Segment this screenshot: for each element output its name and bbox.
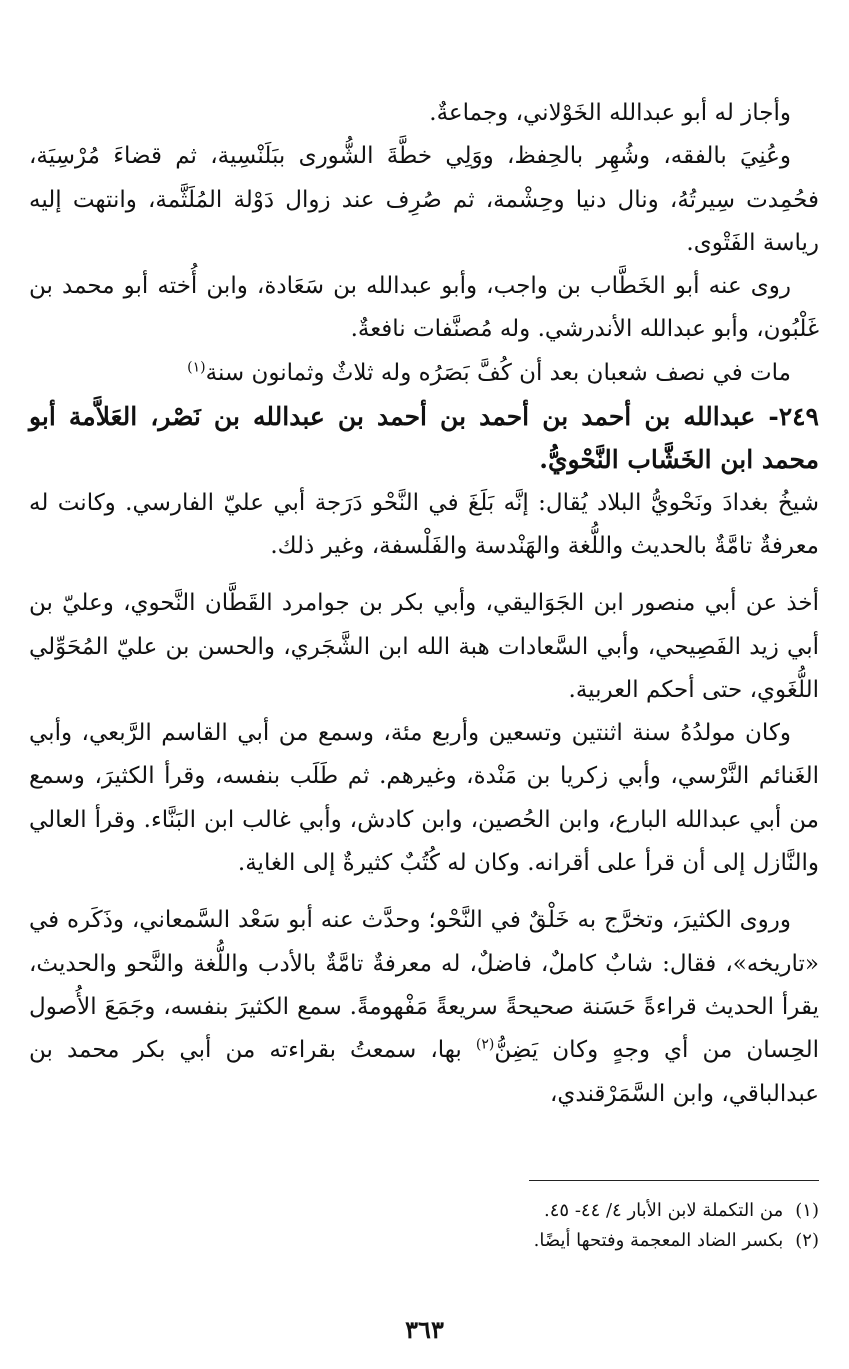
paragraph-text: روى عنه أبو الخَطَّاب بن واجب، وأبو عبدالله بن سَعَادة، وابن أُخته أبو محمد بن غَلْبُون، وأبو عبدالله الأندرشي. وله مُصنَّفات نافعةٌ. <box>29 273 819 343</box>
paragraph-fiqh <box>29 135 819 265</box>
entry-heading: ٢٤٩- عبدالله بن أحمد بن أحمد بن أحمد بن عبدالله بن نَصْر، العَلاَّمة أبو محمد ابن الخَشَّاب النَّحْويُّ. <box>29 402 819 475</box>
paragraph-text: وأجاز له أبو عبدالله الخَوْلاني، وجماعةٌ. <box>429 100 791 126</box>
footnote-divider <box>529 1180 819 1181</box>
entry-paragraph-teachers <box>29 582 819 712</box>
entry-paragraph-sheikh <box>29 482 819 569</box>
footnote-text: من التكملة لابن الأبار ٤/ ٤٤- ٤٥. <box>544 1200 784 1221</box>
entry-paragraph-narration <box>29 899 819 1115</box>
paragraph-text: مات في نصف شعبان بعد أن كُفَّ بَصَرُه وله ثلاثٌ وثمانون سنة <box>205 359 791 386</box>
entry-paragraph-birth <box>29 712 819 885</box>
paragraph-text: وعُنِيَ بالفقه، وشُهِر بالحِفظ، ووَلِي خطَّةَ الشُّورى ببَلَنْسِية، ثم قضاءَ مُرْسِيَة، فحُمِدت سِيرتُهُ، ونال دنيا وحِشْمة، ثم صُرِف عند زوال دَوْلة المُلَثَّمة، وانتهت إليه رياسة الفَتْوى. <box>29 143 819 256</box>
paragraph-text: وكان مولدُهُ سنة اثنتين وتسعين وأربع مئة، وسمع من أبي القاسم الرَّبعي، وأبي الغَنائم النَّرْسي، وأبي زكريا بن مَنْدة، وغيرهم. ثم طَلَب بنفسه، وقرأ الكثيرَ، وسمع من أبي عبدالله البارع، وابن الحُصين، وابن كادش، وأبي غالب ابن البَنَّاء. وقرأ العالي والنَّازل إلى أن قرأ على أقرانه. وكان له كُتُبٌ كثيرةٌ إلى الغاية. <box>29 720 820 877</box>
paragraph-text: وروى الكثيرَ، وتخرَّج به خَلْقٌ في النَّحْو؛ وحدَّث عنه أبو سَعْد السَّمعاني، وذَكَره في «تاريخه»، فقال: شابٌ كاملٌ، فاضلٌ، له معرفةٌ تامَّةٌ بالأدب واللُّغة والنَّحو والحديث، يقرأ الحديث قراءةً حَسَنة صحيحةً سريعةً مَفْهومةً. سمع الكثيرَ بنفسه، وجَمَعَ الأُصول الحِسان من أي وجهٍ وكان يَضِنُّ <box>29 907 819 1064</box>
footnote-2 <box>29 1226 819 1256</box>
page-number: ٣٦٣ <box>405 1315 444 1344</box>
paragraph-text: أخذ عن أبي منصور ابن الجَوَاليقي، وأبي بكر بن جوامرد القَطَّان النَّحوي، وعليّ بن أبي زيد الفَصِيحي، وأبي السَّعادات هبة الله ابن الشَّجَري، والحسن بن عليّ المُحَوِّلي اللُّغَوي، حتى أحكم العربية. <box>29 590 819 703</box>
paragraph-text: شيخُ بغدادَ ونَحْويُّ البلاد يُقال: إنَّه بَلَغَ في النَّحْو دَرَجة أبي عليّ الفارسي. وكانت له معرفةٌ تامَّةٌ بالحديث واللُّغة والهَنْدسة والفَلْسفة، وغير ذلك. <box>29 489 819 559</box>
paragraph-text-tail: بها، سمعتُ بقراءته من أبي بكر محمد بن عبدالباقي، وابن السَّمَرْقندي، <box>29 1037 819 1107</box>
footnotes <box>29 1196 819 1256</box>
footnote-number: (١) <box>795 1200 819 1221</box>
footnote-number: (٢) <box>795 1230 819 1251</box>
footnote-ref-1: (١) <box>187 359 206 376</box>
paragraph-death <box>29 352 819 395</box>
paragraph-narrators <box>29 265 819 352</box>
footnote-1 <box>29 1196 819 1226</box>
main-text <box>29 92 819 1116</box>
footnote-text: بكسر الضاد المعجمة وفتحها أيضًا. <box>533 1230 784 1251</box>
paragraph-ijaza <box>29 92 819 135</box>
footnote-ref-2: (٢) <box>475 1036 495 1053</box>
